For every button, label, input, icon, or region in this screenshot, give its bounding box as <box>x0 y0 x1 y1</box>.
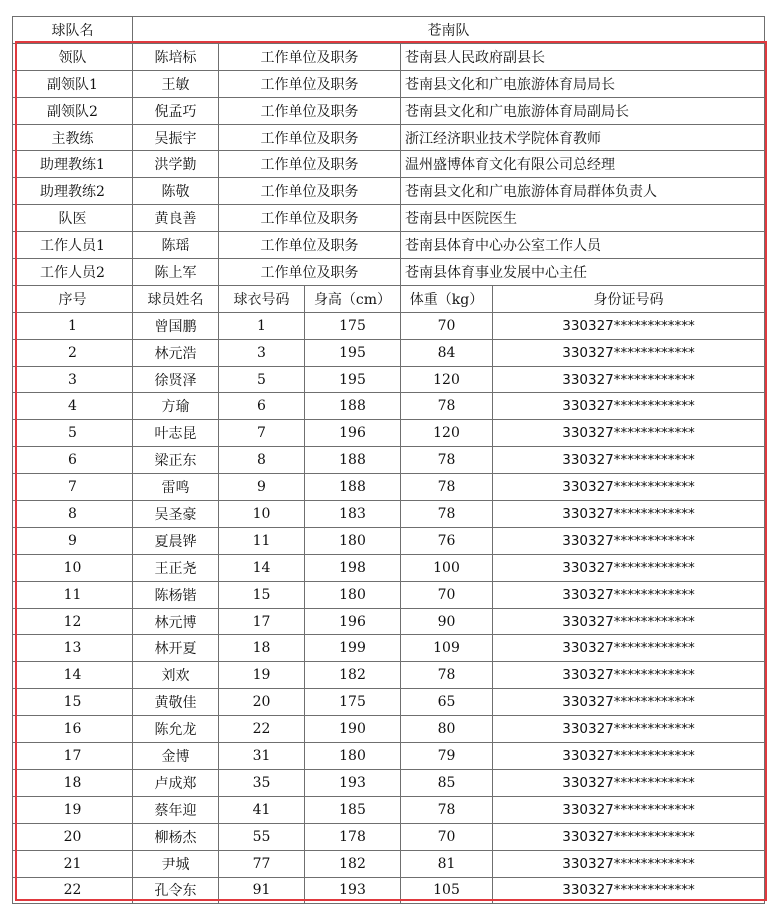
player-id-number: 330327************ <box>493 366 765 393</box>
player-weight: 84 <box>401 339 493 366</box>
player-column-header: 序号 <box>13 285 133 312</box>
player-jersey-number: 1 <box>219 312 305 339</box>
player-weight: 100 <box>401 554 493 581</box>
staff-role: 队医 <box>13 205 133 232</box>
player-height: 190 <box>305 716 401 743</box>
player-name: 叶志昆 <box>133 420 219 447</box>
player-name: 王正尧 <box>133 554 219 581</box>
player-row <box>13 447 765 474</box>
player-column-header: 身份证号码 <box>493 285 765 312</box>
staff-row <box>13 151 765 178</box>
player-id-number: 330327************ <box>493 823 765 850</box>
player-name: 林元浩 <box>133 339 219 366</box>
staff-row <box>13 205 765 232</box>
player-id-number: 330327************ <box>493 662 765 689</box>
player-row <box>13 527 765 554</box>
player-index: 20 <box>13 823 133 850</box>
staff-position-label: 工作单位及职务 <box>219 232 401 259</box>
player-weight: 78 <box>401 393 493 420</box>
player-id-number: 330327************ <box>493 716 765 743</box>
player-row <box>13 366 765 393</box>
staff-position-label: 工作单位及职务 <box>219 151 401 178</box>
staff-role: 助理教练2 <box>13 178 133 205</box>
player-jersey-number: 19 <box>219 662 305 689</box>
staff-name: 陈上军 <box>133 259 219 286</box>
staff-position: 苍南县体育中心办公室工作人员 <box>401 232 765 259</box>
player-id-number: 330327************ <box>493 689 765 716</box>
staff-position-label: 工作单位及职务 <box>219 259 401 286</box>
player-jersey-number: 6 <box>219 393 305 420</box>
staff-name: 倪孟巧 <box>133 97 219 124</box>
player-index: 15 <box>13 689 133 716</box>
player-id-number: 330327************ <box>493 312 765 339</box>
player-weight: 70 <box>401 823 493 850</box>
player-height: 198 <box>305 554 401 581</box>
player-weight: 65 <box>401 689 493 716</box>
player-row <box>13 608 765 635</box>
staff-name: 陈瑶 <box>133 232 219 259</box>
player-id-number: 330327************ <box>493 608 765 635</box>
player-jersey-number: 17 <box>219 608 305 635</box>
player-index: 10 <box>13 554 133 581</box>
player-index: 8 <box>13 501 133 528</box>
player-jersey-number: 11 <box>219 527 305 554</box>
player-name: 陈允龙 <box>133 716 219 743</box>
player-weight: 78 <box>401 662 493 689</box>
player-weight: 80 <box>401 716 493 743</box>
player-height: 182 <box>305 850 401 877</box>
player-jersey-number: 91 <box>219 877 305 904</box>
staff-position: 苍南县文化和广电旅游体育局群体负责人 <box>401 178 765 205</box>
player-jersey-number: 31 <box>219 743 305 770</box>
player-jersey-number: 3 <box>219 339 305 366</box>
player-height: 183 <box>305 501 401 528</box>
player-jersey-number: 18 <box>219 635 305 662</box>
player-index: 4 <box>13 393 133 420</box>
player-height: 188 <box>305 447 401 474</box>
player-row <box>13 823 765 850</box>
player-row <box>13 312 765 339</box>
player-index: 18 <box>13 769 133 796</box>
player-jersey-number: 20 <box>219 689 305 716</box>
player-row <box>13 581 765 608</box>
staff-role: 副领队1 <box>13 70 133 97</box>
staff-role: 工作人员1 <box>13 232 133 259</box>
player-row <box>13 796 765 823</box>
player-height: 175 <box>305 689 401 716</box>
player-name: 林开夏 <box>133 635 219 662</box>
player-jersey-number: 35 <box>219 769 305 796</box>
staff-row <box>13 124 765 151</box>
player-jersey-number: 9 <box>219 474 305 501</box>
player-weight: 70 <box>401 581 493 608</box>
staff-row <box>13 178 765 205</box>
player-row <box>13 662 765 689</box>
player-row <box>13 420 765 447</box>
player-index: 14 <box>13 662 133 689</box>
player-name: 梁正东 <box>133 447 219 474</box>
player-id-number: 330327************ <box>493 581 765 608</box>
player-name: 吴圣豪 <box>133 501 219 528</box>
player-column-header: 球员姓名 <box>133 285 219 312</box>
team-name-row <box>13 17 765 44</box>
player-weight: 90 <box>401 608 493 635</box>
staff-name: 黄良善 <box>133 205 219 232</box>
player-height: 182 <box>305 662 401 689</box>
staff-position-label: 工作单位及职务 <box>219 178 401 205</box>
player-column-header: 体重（kg） <box>401 285 493 312</box>
player-id-number: 330327************ <box>493 393 765 420</box>
player-row <box>13 769 765 796</box>
player-name: 方瑜 <box>133 393 219 420</box>
player-name: 孔令东 <box>133 877 219 904</box>
player-name: 夏晨铧 <box>133 527 219 554</box>
staff-role: 领队 <box>13 43 133 70</box>
player-jersey-number: 7 <box>219 420 305 447</box>
staff-name: 洪学勤 <box>133 151 219 178</box>
player-name: 黄敬佳 <box>133 689 219 716</box>
player-index: 12 <box>13 608 133 635</box>
player-height: 188 <box>305 393 401 420</box>
staff-position: 浙江经济职业技术学院体育教师 <box>401 124 765 151</box>
player-jersey-number: 14 <box>219 554 305 581</box>
player-height: 195 <box>305 366 401 393</box>
roster-table-body <box>13 17 765 904</box>
player-weight: 81 <box>401 850 493 877</box>
player-id-number: 330327************ <box>493 420 765 447</box>
staff-name: 吴振宇 <box>133 124 219 151</box>
player-index: 13 <box>13 635 133 662</box>
staff-row <box>13 43 765 70</box>
player-row <box>13 716 765 743</box>
staff-name: 王敏 <box>133 70 219 97</box>
player-row <box>13 393 765 420</box>
player-name: 林元博 <box>133 608 219 635</box>
player-height: 175 <box>305 312 401 339</box>
player-weight: 78 <box>401 501 493 528</box>
player-height: 199 <box>305 635 401 662</box>
player-index: 7 <box>13 474 133 501</box>
player-jersey-number: 8 <box>219 447 305 474</box>
player-jersey-number: 77 <box>219 850 305 877</box>
player-row <box>13 554 765 581</box>
staff-position: 苍南县文化和广电旅游体育局局长 <box>401 70 765 97</box>
staff-position-label: 工作单位及职务 <box>219 43 401 70</box>
player-row <box>13 850 765 877</box>
player-height: 188 <box>305 474 401 501</box>
player-name: 尹城 <box>133 850 219 877</box>
player-index: 11 <box>13 581 133 608</box>
staff-role: 助理教练1 <box>13 151 133 178</box>
player-name: 雷鸣 <box>133 474 219 501</box>
player-weight: 109 <box>401 635 493 662</box>
player-weight: 85 <box>401 769 493 796</box>
staff-row <box>13 232 765 259</box>
staff-role: 主教练 <box>13 124 133 151</box>
player-id-number: 330327************ <box>493 501 765 528</box>
player-index: 22 <box>13 877 133 904</box>
staff-position-label: 工作单位及职务 <box>219 70 401 97</box>
player-id-number: 330327************ <box>493 447 765 474</box>
player-name: 金博 <box>133 743 219 770</box>
player-height: 185 <box>305 796 401 823</box>
player-row <box>13 501 765 528</box>
player-id-number: 330327************ <box>493 850 765 877</box>
player-height: 193 <box>305 877 401 904</box>
player-weight: 105 <box>401 877 493 904</box>
player-jersey-number: 22 <box>219 716 305 743</box>
player-weight: 78 <box>401 474 493 501</box>
staff-role: 工作人员2 <box>13 259 133 286</box>
staff-row <box>13 259 765 286</box>
player-row <box>13 743 765 770</box>
staff-position-label: 工作单位及职务 <box>219 97 401 124</box>
staff-position-label: 工作单位及职务 <box>219 124 401 151</box>
player-name: 徐贤泽 <box>133 366 219 393</box>
player-id-number: 330327************ <box>493 554 765 581</box>
player-weight: 120 <box>401 366 493 393</box>
staff-row <box>13 70 765 97</box>
player-height: 178 <box>305 823 401 850</box>
player-index: 16 <box>13 716 133 743</box>
player-name: 柳杨杰 <box>133 823 219 850</box>
player-index: 5 <box>13 420 133 447</box>
player-weight: 70 <box>401 312 493 339</box>
player-name: 蔡年迎 <box>133 796 219 823</box>
player-row <box>13 689 765 716</box>
player-weight: 78 <box>401 447 493 474</box>
player-row <box>13 339 765 366</box>
team-name-value: 苍南队 <box>133 17 765 44</box>
player-id-number: 330327************ <box>493 743 765 770</box>
player-row <box>13 635 765 662</box>
player-height: 193 <box>305 769 401 796</box>
player-weight: 79 <box>401 743 493 770</box>
player-id-number: 330327************ <box>493 877 765 904</box>
player-id-number: 330327************ <box>493 635 765 662</box>
staff-row <box>13 97 765 124</box>
player-index: 9 <box>13 527 133 554</box>
player-jersey-number: 41 <box>219 796 305 823</box>
staff-position: 苍南县人民政府副县长 <box>401 43 765 70</box>
player-id-number: 330327************ <box>493 769 765 796</box>
player-jersey-number: 5 <box>219 366 305 393</box>
player-id-number: 330327************ <box>493 474 765 501</box>
staff-position-label: 工作单位及职务 <box>219 205 401 232</box>
player-index: 17 <box>13 743 133 770</box>
player-id-number: 330327************ <box>493 527 765 554</box>
player-index: 19 <box>13 796 133 823</box>
roster-sheet <box>12 16 764 904</box>
player-height: 195 <box>305 339 401 366</box>
player-index: 6 <box>13 447 133 474</box>
player-height: 180 <box>305 527 401 554</box>
staff-position: 苍南县文化和广电旅游体育局副局长 <box>401 97 765 124</box>
player-height: 180 <box>305 743 401 770</box>
player-header-row <box>13 285 765 312</box>
player-id-number: 330327************ <box>493 796 765 823</box>
player-index: 2 <box>13 339 133 366</box>
staff-name: 陈敬 <box>133 178 219 205</box>
player-index: 1 <box>13 312 133 339</box>
player-height: 196 <box>305 608 401 635</box>
player-weight: 76 <box>401 527 493 554</box>
staff-role: 副领队2 <box>13 97 133 124</box>
player-id-number: 330327************ <box>493 339 765 366</box>
player-jersey-number: 55 <box>219 823 305 850</box>
player-jersey-number: 10 <box>219 501 305 528</box>
player-row <box>13 877 765 904</box>
player-jersey-number: 15 <box>219 581 305 608</box>
staff-position: 苍南县中医院医生 <box>401 205 765 232</box>
player-height: 180 <box>305 581 401 608</box>
player-weight: 120 <box>401 420 493 447</box>
player-column-header: 身高（cm） <box>305 285 401 312</box>
staff-position: 苍南县体育事业发展中心主任 <box>401 259 765 286</box>
player-weight: 78 <box>401 796 493 823</box>
player-row <box>13 474 765 501</box>
player-name: 陈杨锴 <box>133 581 219 608</box>
staff-name: 陈培标 <box>133 43 219 70</box>
team-name-label: 球队名 <box>13 17 133 44</box>
player-index: 3 <box>13 366 133 393</box>
player-name: 曾国鹏 <box>133 312 219 339</box>
player-height: 196 <box>305 420 401 447</box>
staff-position: 温州盛博体育文化有限公司总经理 <box>401 151 765 178</box>
roster-table <box>12 16 765 904</box>
player-name: 刘欢 <box>133 662 219 689</box>
player-name: 卢成郑 <box>133 769 219 796</box>
player-column-header: 球衣号码 <box>219 285 305 312</box>
player-index: 21 <box>13 850 133 877</box>
